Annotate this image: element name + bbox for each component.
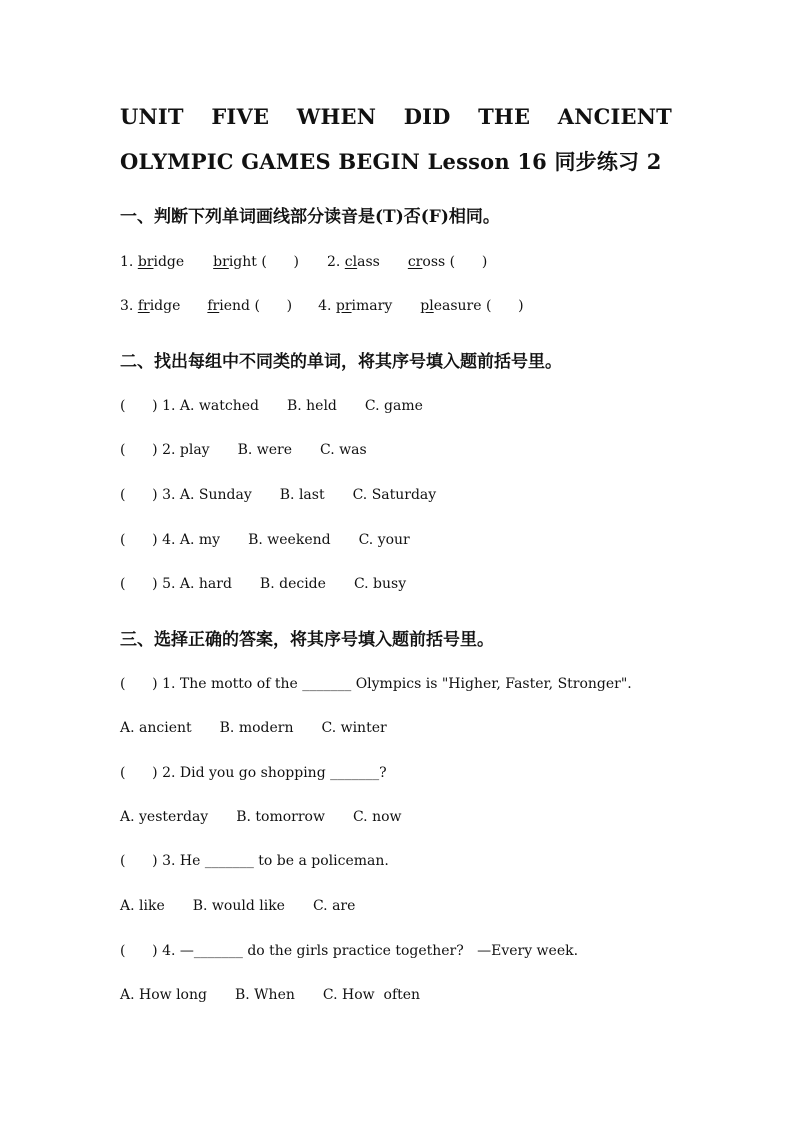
title-line-2: OLYMPIC GAMES BEGIN Lesson 16 同步练习 2: [120, 149, 662, 174]
underlined-part: fr: [207, 298, 220, 314]
mc-options-4: A. How long B. When C. How often: [120, 987, 421, 1003]
title-word: WHEN: [296, 104, 377, 129]
classify-item-1: ( ) 1. A. watched B. held C. game: [120, 398, 423, 414]
mc-question-4: ( ) 4. —_______ do the girls practice together? —Every week.: [120, 943, 579, 959]
classify-item-2: ( ) 2. play B. were C. was: [120, 442, 367, 458]
underlined-part: fr: [137, 298, 150, 314]
classify-item-3: ( ) 3. A. Sunday B. last C. Saturday: [120, 487, 437, 503]
q-number: 1.: [120, 254, 138, 270]
mc-options-1: A. ancient B. modern C. winter: [120, 720, 387, 736]
title-word: FIVE: [211, 104, 270, 129]
q-number: 3.: [120, 298, 138, 314]
section2-heading: 二、找出每组中不同类的单词，将其序号填入题前括号里。: [120, 352, 562, 372]
mc-question-1: ( ) 1. The motto of the _______ Olympics is "Higher, Faster, Stronger".: [120, 676, 632, 692]
section3-heading: 三、选择正确的答案，将其序号填入题前括号里。: [120, 630, 494, 650]
title-word: UNIT: [120, 104, 184, 129]
title-word: THE: [478, 104, 531, 129]
underlined-part: cl: [344, 254, 358, 270]
title-word: DID: [403, 104, 451, 129]
classify-item-5: ( ) 5. A. hard B. decide C. busy: [120, 576, 407, 592]
answer-paren: ( ): [485, 298, 524, 314]
q-number: 2.: [326, 254, 345, 270]
answer-paren: ( ): [120, 532, 158, 548]
phonics-row-1: 1. bridge bright ( ) 2. class cross ( ): [120, 254, 488, 270]
underlined-part: br: [137, 254, 154, 270]
answer-paren: ( ): [120, 398, 158, 414]
mc-options-2: A. yesterday B. tomorrow C. now: [120, 809, 402, 825]
answer-paren: ( ): [261, 254, 299, 270]
mc-options-3: A. like B. would like C. are: [120, 898, 356, 914]
title-word: ANCIENT: [557, 104, 672, 129]
underlined-part: pr: [335, 298, 352, 314]
phonics-row-2: 3. fridge friend ( ) 4. primary pleasure ( ): [120, 298, 524, 314]
underlined-part: cr: [407, 254, 423, 270]
underlined-part: pl: [420, 298, 434, 314]
mc-question-2: ( ) 2. Did you go shopping _______?: [120, 765, 387, 781]
q-number: 4.: [318, 298, 336, 314]
title-line-1: [120, 104, 672, 129]
answer-paren: ( ): [449, 254, 488, 270]
answer-paren: ( ): [254, 298, 293, 314]
section1-heading: 一、判断下列单词画线部分读音是(T)否(F)相同。: [120, 207, 500, 227]
mc-question-3: ( ) 3. He _______ to be a policeman.: [120, 853, 389, 869]
classify-item-4: ( ) 4. A. my B. weekend C. your: [120, 532, 410, 548]
answer-paren: ( ): [120, 442, 158, 458]
answer-paren: ( ): [120, 576, 158, 592]
underlined-part: br: [213, 254, 229, 270]
answer-paren: ( ): [120, 487, 158, 503]
